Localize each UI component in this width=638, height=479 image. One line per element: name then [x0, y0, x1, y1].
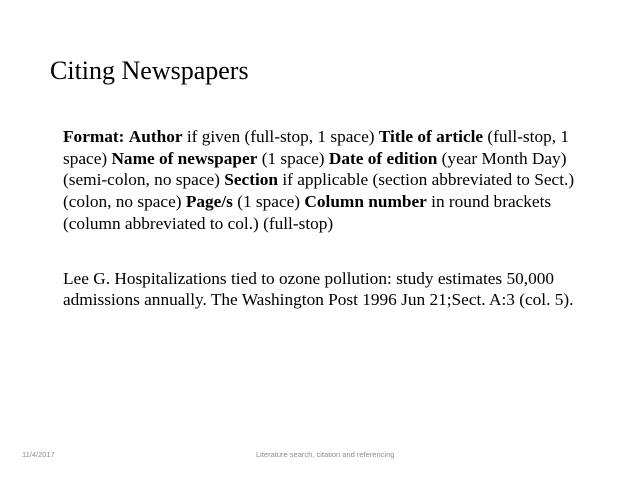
- format-section: Section: [224, 170, 279, 190]
- format-label: Format:: [63, 127, 125, 146]
- format-text: if applicable (section abbreviated to Sect.) (colon, no space): [63, 170, 575, 212]
- format-text: (1 space): [257, 148, 329, 168]
- footer-title: Literature search, citation and referencing: [256, 450, 395, 459]
- format-text: in round brackets (column abbreviated to col.) (full-stop): [63, 192, 552, 233]
- format-title-of-article: Title of article: [378, 127, 484, 146]
- format-name-of-newspaper: Name of newspaper: [111, 148, 258, 168]
- example-citation: Lee G. Hospitalizations tied to ozone pollution: study estimates 50,000 admissions annually. The Washington Post 1996 Jun 21;Sect. A:3 (col. 5).: [63, 268, 574, 310]
- format-author: Author: [128, 127, 183, 146]
- footer-date: 11/4/2017: [22, 450, 55, 459]
- format-text: (year Month Day) (semi-colon, no space): [63, 148, 567, 190]
- format-date-of-edition: Date of edition: [328, 148, 438, 168]
- format-text: (1 space): [232, 192, 305, 212]
- format-paragraph: [63, 126, 603, 235]
- format-pages: Page/s: [185, 192, 233, 212]
- format-text: if given (full-stop, 1 space): [182, 127, 379, 146]
- format-text: (full-stop, 1 space): [63, 127, 570, 168]
- slide-body: [63, 126, 603, 311]
- format-column-number: Column number: [304, 192, 427, 212]
- slide-title: Citing Newspapers: [50, 56, 249, 85]
